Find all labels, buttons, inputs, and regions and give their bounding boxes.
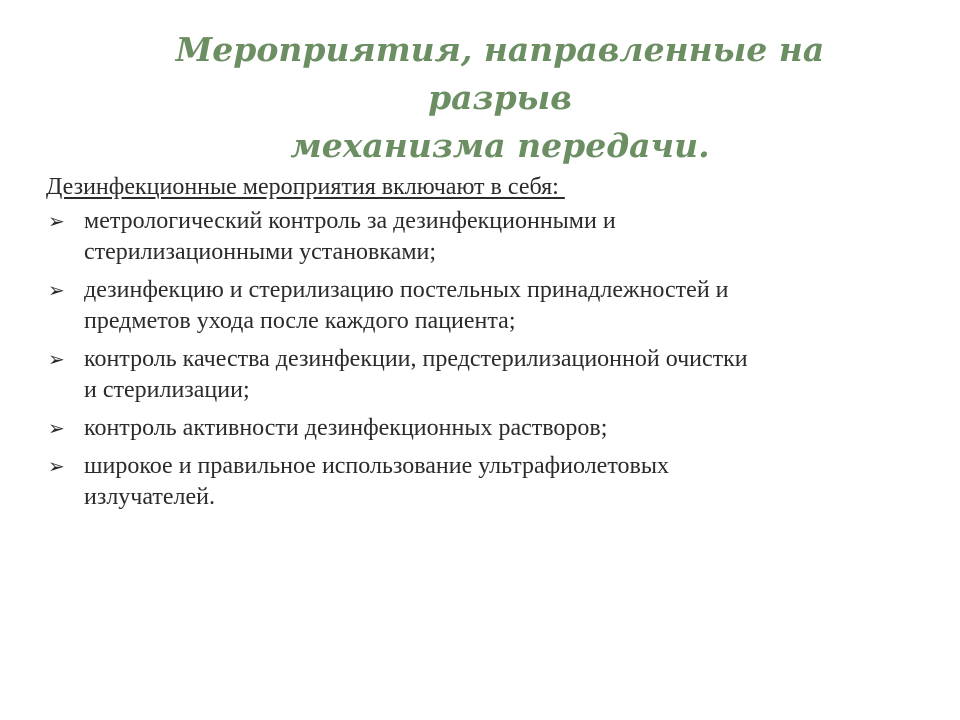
list-item bbox=[46, 275, 926, 337]
arrow-bullet-icon: ➢ bbox=[48, 278, 65, 302]
slide-title bbox=[100, 26, 900, 170]
list-item-line-2: стерилизационными установками; bbox=[84, 239, 437, 265]
list-item bbox=[46, 206, 926, 268]
list-item-line-1: контроль активности дезинфекционных растворов; bbox=[84, 415, 608, 441]
list-item bbox=[46, 413, 926, 444]
list-item-line-2: и стерилизации; bbox=[84, 377, 250, 403]
arrow-bullet-icon: ➢ bbox=[48, 454, 65, 478]
arrow-bullet-icon: ➢ bbox=[48, 209, 65, 233]
slide-title-line-1: Мероприятия, направленные на разрыв bbox=[175, 30, 825, 117]
arrow-bullet-icon: ➢ bbox=[48, 416, 65, 440]
list-item-line-2: излучателей. bbox=[84, 484, 216, 510]
intro-text: Дезинфекционные мероприятия включают в себя: bbox=[46, 174, 565, 200]
list-item-line-1: широкое и правильное использование ультрафиолетовых bbox=[84, 453, 669, 479]
list-item-line-1: метрологический контроль за дезинфекционными и bbox=[84, 208, 616, 234]
list-item bbox=[46, 344, 926, 406]
slide-title-line-2: механизма передачи. bbox=[290, 126, 710, 165]
arrow-bullet-icon: ➢ bbox=[48, 347, 65, 371]
list-item-line-2: предметов ухода после каждого пациента; bbox=[84, 308, 516, 334]
bullet-list bbox=[46, 206, 926, 513]
slide-body bbox=[46, 172, 926, 520]
list-item-line-1: дезинфекцию и стерилизацию постельных принадлежностей и bbox=[84, 277, 729, 303]
list-item bbox=[46, 451, 926, 513]
list-item-line-1: контроль качества дезинфекции, предстерилизационной очистки bbox=[84, 346, 748, 372]
